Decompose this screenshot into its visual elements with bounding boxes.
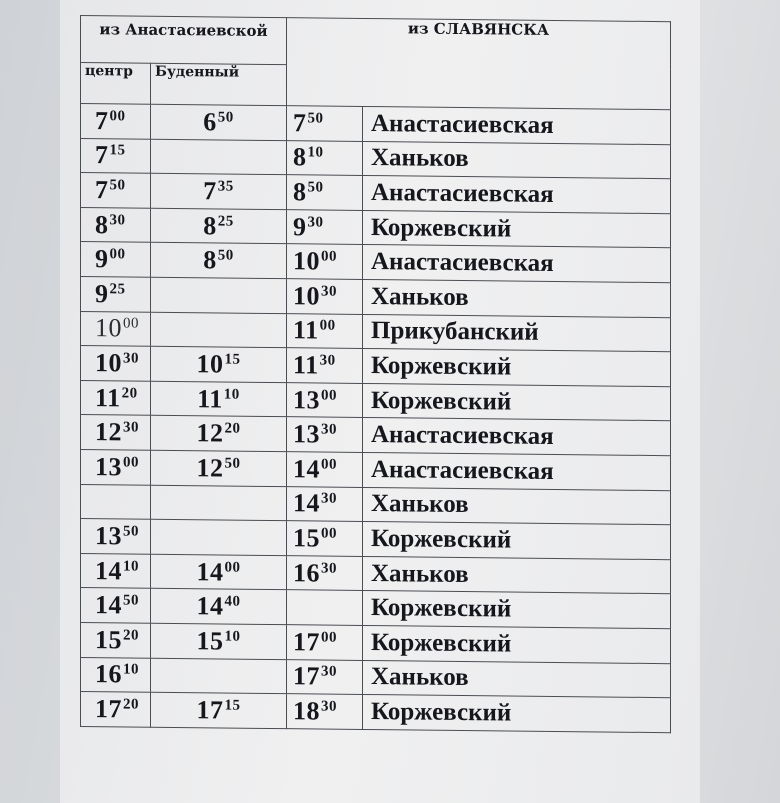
departure-slavyansk-time-hour: 15 <box>293 523 320 553</box>
departure-slavyansk-time-minutes: 30 <box>319 352 336 369</box>
departure-budenny-time-minutes: 15 <box>224 697 241 714</box>
departure-slavyansk-time <box>287 694 363 729</box>
departure-budenny-time-minutes: 20 <box>224 420 241 437</box>
departure-slavyansk-time-hour: 13 <box>293 384 320 415</box>
departure-center-time-minutes: 50 <box>109 177 126 194</box>
departure-budenny-time <box>151 450 287 486</box>
destination: Коржевский <box>363 349 671 387</box>
departure-slavyansk-time <box>287 521 363 556</box>
departure-budenny-time-hour: 7 <box>203 176 217 206</box>
departure-slavyansk-time-hour: 10 <box>293 246 320 276</box>
departure-center-time <box>81 104 151 139</box>
departure-budenny-time <box>151 104 287 140</box>
departure-slavyansk-time <box>287 590 363 625</box>
destination: Коржевский <box>363 591 671 629</box>
departure-budenny-time <box>151 312 287 348</box>
bus-schedule-table <box>80 15 671 733</box>
departure-budenny-time <box>151 173 287 209</box>
departure-slavyansk-time-hour: 14 <box>293 453 320 484</box>
departure-budenny-time <box>151 346 287 382</box>
departure-slavyansk-time-hour: 8 <box>293 142 307 172</box>
departure-budenny-time-minutes: 00 <box>224 559 241 576</box>
departure-center-time-hour: 16 <box>95 659 122 689</box>
departure-center-time <box>81 242 151 277</box>
departure-slavyansk-time <box>287 209 363 244</box>
departure-budenny-time <box>151 485 287 521</box>
departure-budenny-time-minutes: 50 <box>224 455 241 472</box>
departure-slavyansk-time-minutes: 30 <box>321 698 337 715</box>
departure-slavyansk-time <box>287 659 363 694</box>
destination: Анастасиевская <box>363 106 671 144</box>
departure-slavyansk-time <box>287 486 363 521</box>
departure-center-time-minutes: 30 <box>123 350 139 367</box>
departure-budenny-time <box>151 623 287 659</box>
departure-slavyansk-time-minutes: 30 <box>321 283 337 300</box>
departure-center-time <box>81 588 151 623</box>
departure-center-time-minutes: 00 <box>123 454 139 471</box>
departure-center-time-minutes: 30 <box>109 211 126 229</box>
departure-budenny-time-hour: 11 <box>197 383 223 414</box>
departure-center-time <box>81 415 151 450</box>
departure-center-time <box>81 657 151 692</box>
destination: Ханьков <box>363 556 671 594</box>
departure-center-time <box>81 622 151 657</box>
departure-slavyansk-time-hour: 7 <box>293 108 307 138</box>
departure-center-time-minutes: 20 <box>123 627 139 644</box>
departure-center-time-minutes: 10 <box>123 661 139 678</box>
departure-budenny-time-minutes: 40 <box>224 593 241 610</box>
departure-slavyansk-time <box>287 452 363 487</box>
departure-slavyansk-time-hour: 8 <box>293 177 307 207</box>
departure-slavyansk-time-minutes: 00 <box>321 387 337 404</box>
destination: Коржевский <box>363 522 671 560</box>
departure-center-time-minutes: 20 <box>121 384 138 402</box>
departure-center-time <box>81 173 151 208</box>
schedule-body <box>81 16 671 733</box>
departure-slavyansk-time-hour: 14 <box>293 488 320 518</box>
departure-slavyansk-time-minutes: 00 <box>321 248 337 265</box>
departure-slavyansk-time <box>287 555 363 590</box>
departure-slavyansk-time <box>287 140 363 175</box>
departure-budenny-time-hour: 10 <box>196 349 224 379</box>
departure-center-time-minutes: 15 <box>109 142 126 159</box>
departure-center-time <box>81 553 151 588</box>
departure-slavyansk-time-minutes: 30 <box>321 663 337 680</box>
departure-budenny-time-minutes: 35 <box>217 178 234 195</box>
departure-slavyansk-time-hour: 17 <box>293 661 320 691</box>
departure-center-time <box>81 380 151 415</box>
departure-center-time-hour: 17 <box>95 694 122 724</box>
departure-slavyansk-time-minutes: 30 <box>321 560 337 577</box>
destination: Ханьков <box>363 487 671 525</box>
departure-center-time-hour: 10 <box>95 348 122 378</box>
departure-center-time-minutes: 30 <box>123 419 139 436</box>
departure-slavyansk-time <box>287 175 363 210</box>
departure-slavyansk-time-minutes: 00 <box>319 317 336 335</box>
departure-slavyansk-time-hour: 17 <box>293 626 320 657</box>
departure-budenny-time-minutes: 25 <box>217 213 234 230</box>
destination: Коржевский <box>363 383 671 421</box>
departure-slavyansk-time <box>287 348 363 383</box>
departure-slavyansk-time-hour: 11 <box>293 315 319 345</box>
departure-budenny-time <box>151 243 287 279</box>
destination: Ханьков <box>363 660 671 698</box>
departure-budenny-time-hour: 6 <box>203 107 217 137</box>
departure-slavyansk-time <box>287 382 363 417</box>
departure-center-time-minutes: 20 <box>123 696 139 713</box>
header-from-slavyansk: из СЛАВЯНСКА <box>287 18 671 110</box>
departure-budenny-time <box>151 416 287 452</box>
departure-center-time-minutes: 10 <box>123 557 139 575</box>
departure-budenny-time-hour: 8 <box>203 245 217 275</box>
header-from-anastasievskaya: из Анастасиевской <box>81 16 287 65</box>
destination: Анастасиевская <box>363 176 671 214</box>
departure-budenny-time-hour: 14 <box>196 591 224 621</box>
departure-center-time <box>81 692 151 727</box>
departure-center-time-minutes: 00 <box>109 246 126 263</box>
departure-budenny-time-minutes: 10 <box>224 628 241 645</box>
departure-slavyansk-time <box>287 244 363 279</box>
departure-center-time <box>81 484 151 519</box>
departure-center-time-hour: 9 <box>95 278 109 309</box>
destination: Анастасиевская <box>363 452 671 490</box>
departure-budenny-time-hour: 8 <box>203 210 217 241</box>
departure-center-time <box>81 138 151 173</box>
destination: Коржевский <box>363 695 671 733</box>
departure-slavyansk-time-minutes: 10 <box>307 144 324 161</box>
departure-center-time-minutes: 00 <box>123 315 139 332</box>
departure-slavyansk-time <box>287 625 363 660</box>
departure-slavyansk-time-minutes: 50 <box>307 179 324 196</box>
departure-slavyansk-time-minutes: 00 <box>321 456 337 473</box>
departure-budenny-time <box>151 208 287 244</box>
departure-budenny-time <box>151 277 287 313</box>
departure-slavyansk-time-hour: 11 <box>293 350 319 380</box>
destination: Анастасиевская <box>363 245 671 283</box>
departure-center-time-hour: 15 <box>95 624 122 655</box>
departure-slavyansk-time-minutes: 30 <box>307 213 324 231</box>
destination: Ханьков <box>363 279 671 317</box>
header-row-top <box>81 16 671 69</box>
destination: Ханьков <box>363 141 671 179</box>
departure-budenny-time <box>151 692 287 728</box>
departure-center-time-minutes: 00 <box>109 108 126 125</box>
departure-center-time-hour: 7 <box>95 140 109 170</box>
departure-center-time-hour: 14 <box>95 590 122 620</box>
departure-budenny-time-hour: 15 <box>196 625 224 656</box>
departure-center-time-minutes: 50 <box>123 523 139 540</box>
departure-budenny-time-minutes: 50 <box>217 247 234 264</box>
departure-budenny-time <box>151 589 287 625</box>
departure-center-time-minutes: 25 <box>109 281 126 298</box>
departure-slavyansk-time <box>287 279 363 314</box>
departure-center-time-hour: 13 <box>95 521 122 551</box>
schedule-row <box>81 692 671 733</box>
departure-center-time-hour: 13 <box>95 451 122 482</box>
header-budenny-column: Буденный <box>151 63 287 105</box>
departure-center-time <box>81 276 151 311</box>
departure-center-time <box>81 207 151 242</box>
header-center-column: центр <box>81 63 151 105</box>
departure-slavyansk-time <box>287 313 363 348</box>
departure-budenny-time <box>151 519 287 555</box>
departure-center-time-hour: 12 <box>95 417 122 447</box>
departure-budenny-time-minutes: 15 <box>224 351 241 368</box>
departure-budenny-time-minutes: 50 <box>217 109 234 126</box>
departure-slavyansk-time <box>287 106 363 141</box>
departure-budenny-time-minutes: 10 <box>223 386 240 403</box>
departure-slavyansk-time-minutes: 00 <box>321 525 337 542</box>
departure-slavyansk-time-hour: 13 <box>293 419 320 449</box>
destination: Коржевский <box>363 210 671 248</box>
departure-center-time-hour: 9 <box>95 244 109 274</box>
departure-center-time <box>81 449 151 484</box>
departure-budenny-time <box>151 554 287 590</box>
departure-budenny-time-hour: 17 <box>196 695 224 725</box>
departure-budenny-time-hour: 12 <box>196 452 224 483</box>
destination: Прикубанский <box>363 314 671 352</box>
departure-slavyansk-time-hour: 9 <box>293 211 307 241</box>
departure-slavyansk-time-minutes: 50 <box>307 110 324 127</box>
departure-slavyansk-time-minutes: 30 <box>321 421 337 438</box>
departure-center-time-minutes: 50 <box>123 592 139 609</box>
destination: Анастасиевская <box>363 418 671 456</box>
departure-slavyansk-time-hour: 16 <box>293 557 320 588</box>
departure-center-time-hour: 11 <box>95 382 121 412</box>
departure-center-time-hour: 7 <box>95 105 109 136</box>
departure-budenny-time <box>151 381 287 417</box>
departure-center-time <box>81 346 151 381</box>
departure-budenny-time <box>151 139 287 175</box>
departure-center-time <box>81 311 151 346</box>
departure-center-time-hour: 8 <box>95 209 109 239</box>
departure-slavyansk-time-hour: 10 <box>293 280 320 311</box>
departure-slavyansk-time-minutes: 30 <box>321 490 337 508</box>
destination: Коржевский <box>363 625 671 663</box>
departure-budenny-time-hour: 14 <box>196 556 224 587</box>
departure-slavyansk-time <box>287 417 363 452</box>
departure-center-time-hour: 7 <box>95 175 109 205</box>
departure-slavyansk-time-minutes: 00 <box>321 629 337 646</box>
departure-budenny-time <box>151 658 287 694</box>
departure-slavyansk-time-hour: 18 <box>293 696 320 726</box>
departure-center-time-hour: 10 <box>95 313 122 343</box>
departure-center-time-hour: 14 <box>95 555 122 585</box>
departure-budenny-time-hour: 12 <box>196 418 224 448</box>
departure-center-time <box>81 519 151 554</box>
